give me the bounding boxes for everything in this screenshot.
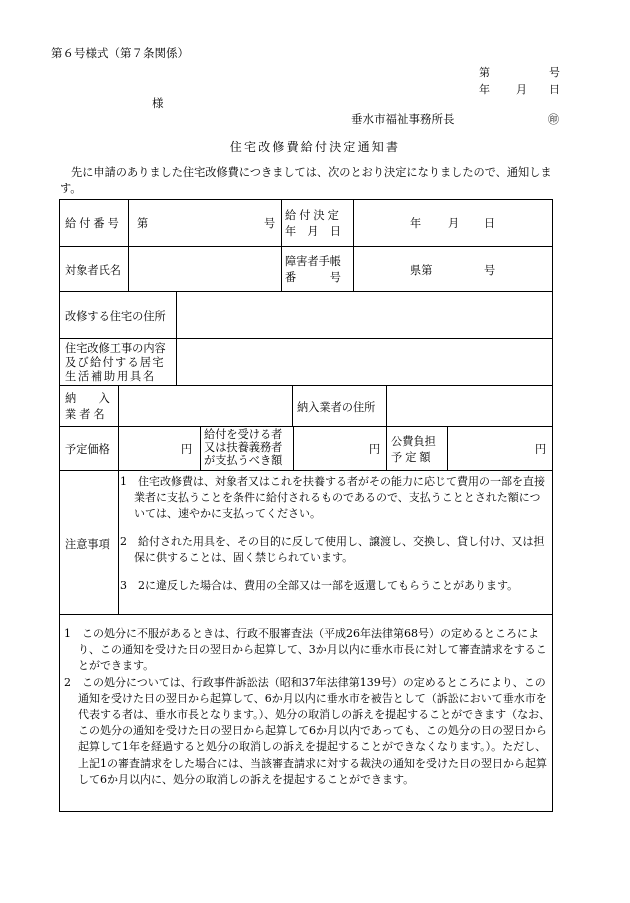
appeal-item-1: 1 この処分に不服があるときは、行政不服審査法（平成26年法律第68号）の定めるところにより、この通知を受けた日の翌日から起算して、3か月以内に垂水市長に対して審査請求をすることができます。 <box>64 627 547 673</box>
public-burden-unit: 円 <box>535 443 547 456</box>
label-work-content-1: 住宅改修工事の内容 <box>65 342 166 355</box>
label-decision-date-1: 給付決定 <box>285 209 342 222</box>
table-line <box>59 199 553 200</box>
notes-list <box>120 474 548 594</box>
recipient-honorific: 様 <box>152 96 164 110</box>
table-line <box>128 199 129 292</box>
label-work-content-2: 及び給付する居宅 <box>65 356 165 369</box>
label-planned-price: 予定価格 <box>65 443 110 456</box>
table-line <box>281 199 282 292</box>
table-line <box>353 199 354 292</box>
table-line <box>59 338 553 339</box>
table-line <box>447 426 448 471</box>
label-handbook-1: 障害者手帳 <box>285 255 341 268</box>
table-line <box>59 199 60 812</box>
intro-paragraph: 先に申請のありました住宅改修費につきましては、次のとおり決定になりましたので、通知します。 <box>60 166 552 195</box>
doc-no-suffix: 号 <box>549 66 560 79</box>
label-work-content-3: 生活補助用具名 <box>65 370 156 383</box>
seal-mark: ㊞ <box>548 113 559 126</box>
label-supplier-1: 納 入 <box>65 392 110 405</box>
label-decision-date-2: 年 月 日 <box>285 225 341 238</box>
table-line <box>118 470 119 615</box>
decision-day: 日 <box>484 217 496 230</box>
payer-amount-unit: 円 <box>369 443 381 456</box>
doc-no-prefix: 第 <box>479 66 490 79</box>
date-month: 月 <box>516 83 527 96</box>
handbook-prefix: 県第 <box>410 264 433 277</box>
document-title: 住宅改修費給付決定通知書 <box>229 140 401 154</box>
label-handbook-2: 番 号 <box>285 271 341 284</box>
table-line <box>386 426 387 471</box>
table-line <box>200 426 201 471</box>
form-number: 第６号様式（第７条関係） <box>51 46 189 60</box>
label-subject-name: 対象者氏名 <box>65 264 121 277</box>
table-line <box>292 385 293 427</box>
note-item-1: 1 住宅改修費は、対象者又はこれを扶養する者がその能力に応じて費用の一部を直接業者に支払うことを条件に給付されるものであるので、支払うこととされた額については、速やかに支払ってください。 <box>120 475 545 520</box>
table-line <box>59 614 553 615</box>
label-benefit-number: 給付番号 <box>65 217 122 230</box>
appeal-notice <box>64 626 552 788</box>
table-line <box>293 426 294 471</box>
table-line <box>59 426 553 427</box>
label-payer-amount-2: 又は扶養義務者 <box>204 441 283 454</box>
note-item-3: 3 2に違反した場合は、費用の全部又は一部を返還してもらうことがあります。 <box>120 579 519 592</box>
label-supplier-address: 納入業者の住所 <box>297 401 376 414</box>
date-year: 年 <box>479 83 490 96</box>
table-line <box>386 385 387 427</box>
table-line <box>59 291 553 292</box>
decision-month: 月 <box>448 217 460 230</box>
table-line <box>118 426 119 471</box>
label-payer-amount-3: が支払うべき額 <box>204 454 283 467</box>
table-line <box>59 470 553 471</box>
label-supplier-2: 業者名 <box>65 408 108 421</box>
handbook-suffix: 号 <box>484 264 496 277</box>
label-payer-amount-1: 給付を受ける者 <box>204 428 283 441</box>
label-notes: 注意事項 <box>65 538 110 551</box>
table-line <box>59 385 553 386</box>
table-line <box>59 246 553 247</box>
appeal-item-2: 2 この処分については、行政事件訴訟法（昭和37年法律第139号）の定めるところにより、この通知を受けた日の翌日から起算して、6か月以内に垂水市を被告として（訴訟において垂水市を代表する者は、垂水市長となります。）、処分の取消しの訴えを提起することができます（なお、この処分の通知を受けた日の翌日から起算して6か月以内であっても、この処分の日の翌日から起算して1年を経過すると処分の取消しの訴えを提起することができなくなります。）。ただし、上記1の審査請求をした場合には、当該審査請求に対する裁決の通知を受けた日の翌日から起算して6か月以内に、処分の取消しの訴えを提起することができます。 <box>64 675 551 786</box>
table-line <box>118 385 119 427</box>
note-item-2: 2 給付された用具を、その目的に反して使用し、譲渡し、交換し、貸し付け、又は担保に供することは、固く禁じられています。 <box>120 535 545 564</box>
table-line <box>176 291 177 386</box>
table-line <box>552 199 553 812</box>
decision-year: 年 <box>410 217 422 230</box>
benefit-number-suffix: 号 <box>264 217 276 230</box>
label-house-address: 改修する住宅の住所 <box>65 310 166 323</box>
planned-price-unit: 円 <box>181 443 193 456</box>
table-line <box>59 811 553 812</box>
label-public-burden-1: 公費負担 <box>391 435 436 448</box>
label-public-burden-2: 予定額 <box>391 451 434 464</box>
date-day: 日 <box>549 83 560 96</box>
benefit-number-prefix: 第 <box>137 217 149 230</box>
issuer-name: 垂水市福祉事務所長 <box>351 112 455 126</box>
